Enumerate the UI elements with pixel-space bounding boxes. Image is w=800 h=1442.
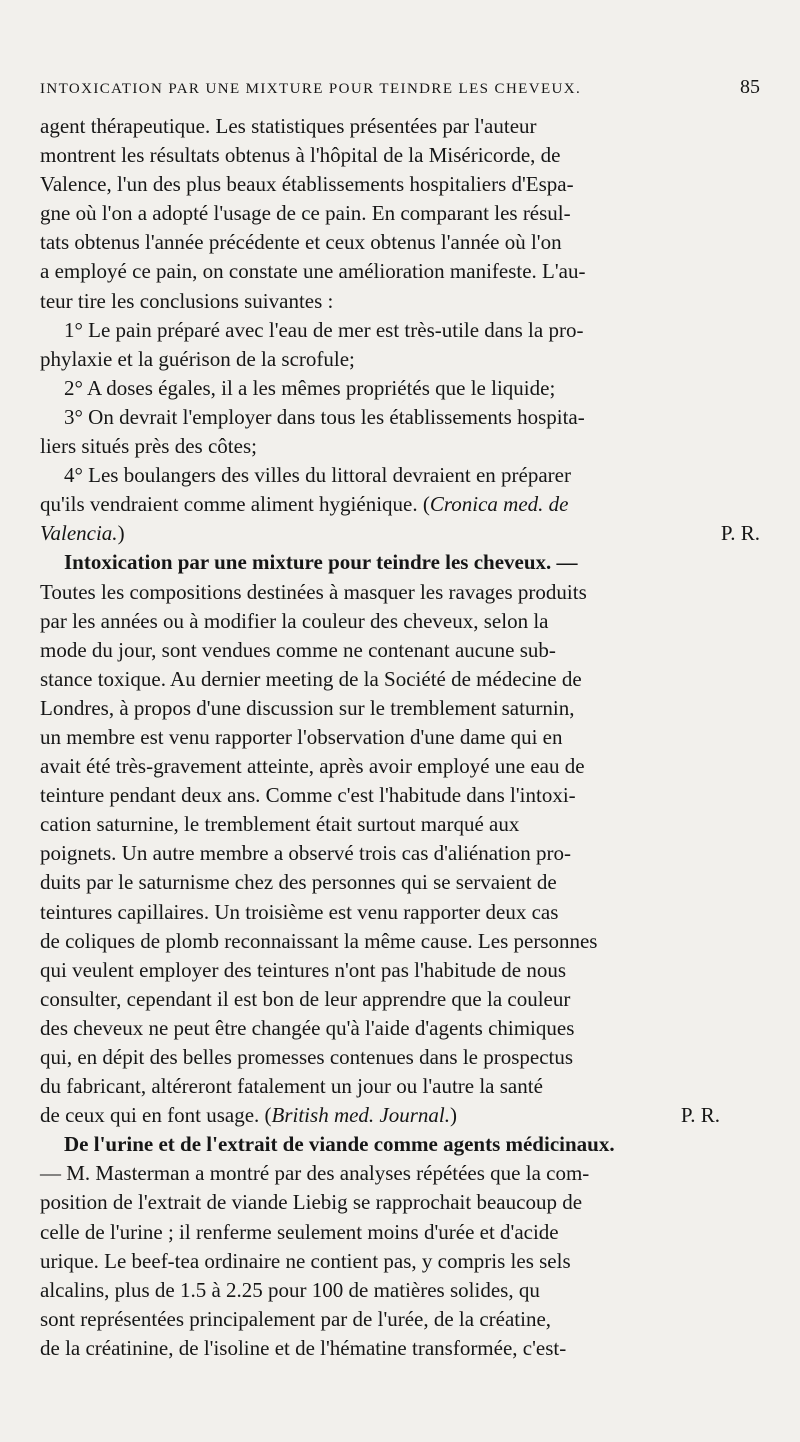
text-line: — M. Masterman a montré par des analyses répétées que la com- bbox=[40, 1161, 590, 1186]
text-line: gne où l'on a adopté l'usage de ce pain. En comparant les résul- bbox=[40, 201, 571, 226]
page-body bbox=[40, 112, 760, 1363]
running-title: INTOXICATION PAR UNE MIXTURE POUR TEINDRE LES CHEVEUX. bbox=[40, 81, 582, 97]
conclusion-item: 1° Le pain préparé avec l'eau de mer est très-utile dans la pro- bbox=[64, 317, 584, 342]
text-line: du fabricant, altéreront fatalement un jour ou l'autre la santé bbox=[40, 1074, 543, 1099]
text-line: mode du jour, sont vendues comme ne contenant aucune sub- bbox=[40, 637, 556, 662]
text-line: stance toxique. Au dernier meeting de la Société de médecine de bbox=[40, 666, 582, 691]
page-number: 85 bbox=[740, 76, 760, 98]
text-line: poignets. Un autre membre a observé trois cas d'aliénation pro- bbox=[40, 841, 571, 866]
citation-source: British med. Journal. bbox=[271, 1103, 451, 1128]
text-line: agent thérapeutique. Les statistiques présentées par l'auteur bbox=[40, 114, 537, 138]
text-line bbox=[40, 1101, 760, 1130]
citation-close: ) bbox=[450, 1103, 458, 1128]
text-line: Londres, à propos d'une discussion sur le tremblement saturnin, bbox=[40, 695, 575, 720]
text-line: sont représentées principalement par de l'urée, de la créatine, bbox=[40, 1306, 552, 1331]
text-line: celle de l'urine ; il renferme seulement moins d'urée et d'acide bbox=[40, 1219, 559, 1244]
text-line: qui, en dépit des belles promesses contenues dans le prospectus bbox=[40, 1045, 574, 1069]
text-line bbox=[40, 490, 760, 519]
conclusion-item: 2° A doses égales, il a les mêmes propriétés que le liquide; bbox=[64, 375, 556, 400]
text-line bbox=[40, 548, 760, 577]
text-line bbox=[40, 1130, 760, 1159]
text-line: urique. Le beef-tea ordinaire ne contient pas, y compris les sels bbox=[40, 1248, 571, 1273]
text-line: par les années ou à modifier la couleur des cheveux, selon la bbox=[40, 608, 549, 633]
text-fragment: qu'ils vendraient comme aliment hygiénique. ( bbox=[40, 492, 430, 517]
text-line: qui veulent employer des teintures n'ont pas l'habitude de nous bbox=[40, 957, 567, 982]
text-line: duits par le saturnisme chez des personnes qui se servaient de bbox=[40, 870, 557, 895]
author-initials: P. R. bbox=[680, 1103, 720, 1128]
text-fragment: de ceux qui en font usage. ( bbox=[40, 1103, 272, 1128]
text-line: tats obtenus l'année précédente et ceux obtenus l'année où l'on bbox=[40, 230, 562, 255]
citation-close: ) bbox=[117, 521, 125, 546]
article-heading: Intoxication par une mixture pour teindre les cheveux. bbox=[64, 550, 552, 575]
citation-source: Valencia. bbox=[40, 521, 118, 546]
text-line: un membre est venu rapporter l'observation d'une dame qui en bbox=[40, 724, 563, 749]
author-initials: P. R. bbox=[720, 521, 760, 546]
text-line: Valence, l'un des plus beaux établissements hospitaliers d'Espa- bbox=[40, 172, 574, 197]
text-line: des cheveux ne peut être changée qu'à l'aide d'agents chimiques bbox=[40, 1015, 575, 1040]
text-line: teinture pendant deux ans. Comme c'est l'habitude dans l'intoxi- bbox=[40, 783, 576, 808]
text-line: de coliques de plomb reconnaissant la même cause. Les personnes bbox=[40, 928, 598, 953]
citation-source: Cronica med. de bbox=[429, 492, 569, 517]
text-line: teur tire les conclusions suivantes : bbox=[40, 288, 334, 313]
heading-dash: — bbox=[551, 550, 578, 575]
text-line: cation saturnine, le tremblement était surtout marqué aux bbox=[40, 812, 520, 837]
article-heading: De l'urine et de l'extrait de viande comme agents médicinaux. bbox=[64, 1132, 615, 1157]
text-line: Toutes les compositions destinées à masquer les ravages produits bbox=[40, 579, 587, 604]
text-line: teintures capillaires. Un troisième est venu rapporter deux cas bbox=[40, 899, 559, 924]
text-line: montrent les résultats obtenus à l'hôpital de la Miséricorde, de bbox=[40, 143, 561, 168]
text-line: liers situés près des côtes; bbox=[40, 434, 257, 459]
text-line: de la créatinine, de l'isoline et de l'hématine transformée, c'est- bbox=[40, 1335, 567, 1360]
text-line: alcalins, plus de 1.5 à 2.25 pour 100 de matières solides, qu bbox=[40, 1277, 540, 1302]
text-line: avait été très-gravement atteinte, après avoir employé une eau de bbox=[40, 754, 585, 779]
text-line: consulter, cependant il est bon de leur apprendre que la couleur bbox=[40, 986, 571, 1011]
text-line: phylaxie et la guérison de la scrofule; bbox=[40, 346, 355, 371]
text-line bbox=[40, 519, 760, 548]
text-line: a employé ce pain, on constate une amélioration manifeste. L'au- bbox=[40, 259, 586, 284]
text-line: position de l'extrait de viande Liebig se rapprochait beaucoup de bbox=[40, 1190, 583, 1215]
conclusion-item: 4° Les boulangers des villes du littoral devraient en préparer bbox=[64, 463, 571, 488]
running-header bbox=[40, 76, 760, 99]
conclusion-item: 3° On devrait l'employer dans tous les établissements hospita- bbox=[64, 404, 585, 429]
